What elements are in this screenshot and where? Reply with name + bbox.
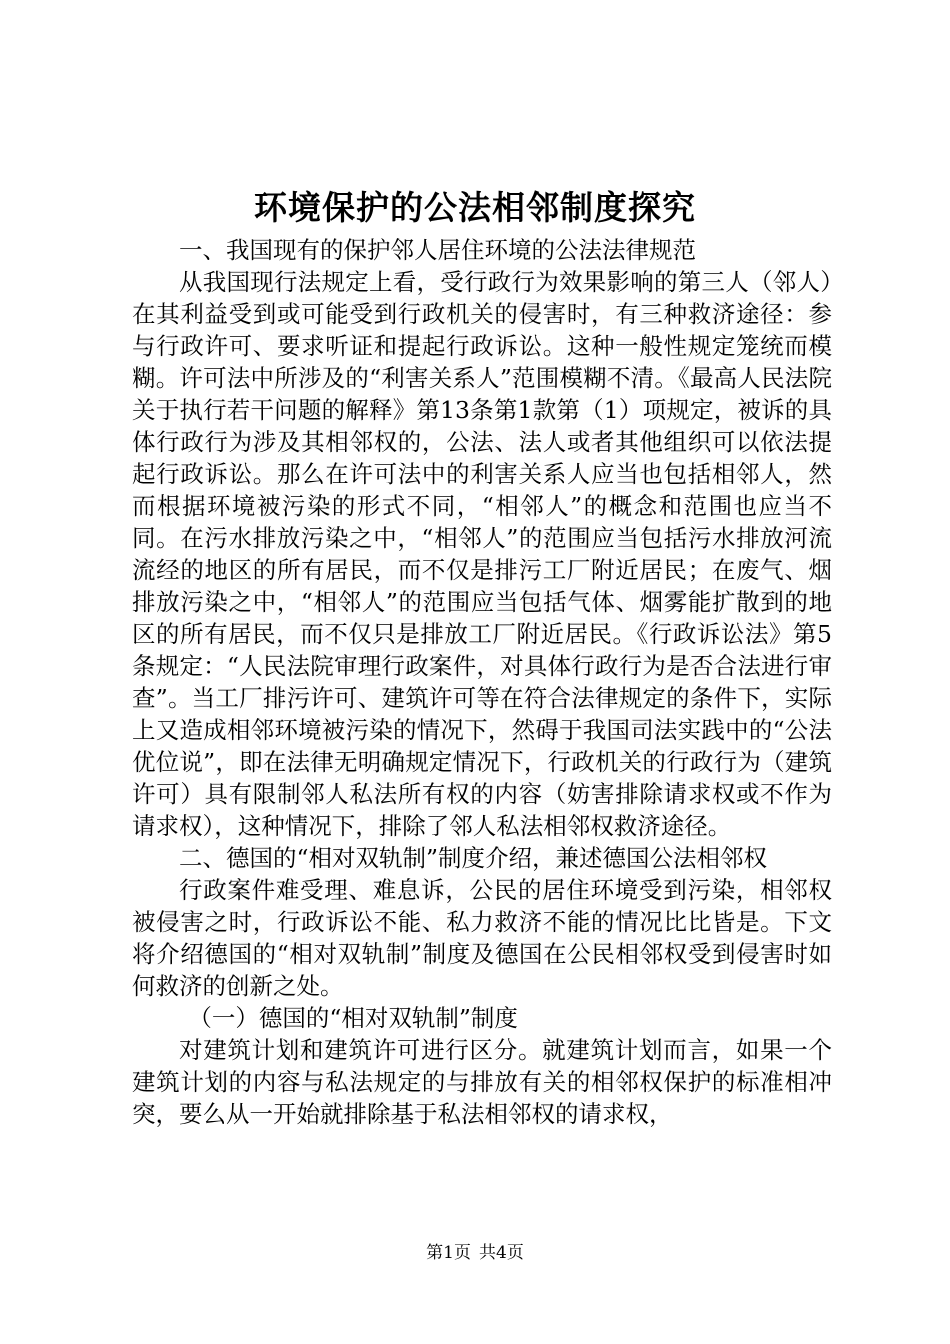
page-total: 共4页: [479, 1243, 524, 1263]
section-heading-2: 二、德国的“相对双轨制”制度介绍，兼述德国公法相邻权: [179, 844, 768, 872]
document-body: [132, 234, 832, 1130]
body-paragraph-3: 对建筑计划和建筑许可进行区分。就建筑计划而言，如果一个建筑计划的内容与私法规定的与排放有关的相邻权保护的标准相冲突，要么从一开始就排除基于私法相邻权的请求权，: [132, 1036, 832, 1128]
document-title: 环境保护的公法相邻制度探究: [254, 188, 696, 227]
page-footer: [0, 1242, 950, 1264]
subsection-heading-1: （一）德国的“相对双轨制”制度: [188, 1004, 518, 1032]
section-heading-1: 一、我国现有的保护邻人居住环境的公法法律规范: [179, 236, 696, 264]
body-paragraph-1: 从我国现行法规定上看，受行政行为效果影响的第三人（邻人）在其利益受到或可能受到行政机关的侵害时，有三种救济途径：参与行政许可、要求听证和提起行政诉讼。这种一般性规定笼统而模糊。许可法中所涉及的“利害关系人”范围模糊不清。《最高人民法院关于执行若干问题的解释》第13条第1款第（1）项规定，被诉的具体行政行为涉及其相邻权的，公法、法人或者其他组织可以依法提起行政诉讼。那么在许可法中的利害关系人应当也包括相邻人，然而根据环境被污染的形式不同，“相邻人”的概念和范围也应当不同。在污水排放污染之中，“相邻人”的范围应当包括污水排放河流流经的地区的所有居民，而不仅是排污工厂附近居民；在废气、烟排放污染之中，“相邻人”的范围应当包括气体、烟雾能扩散到的地区的所有居民，而不仅只是排放工厂附近居民。《行政诉讼法》第5条规定：“人民法院审理行政案件，对具体行政行为是否合法进行审查”。当工厂排污许可、建筑许可等在符合法律规定的条件下，实际上又造成相邻环境被污染的情况下，然碍于我国司法实践中的“公法优位说”，即在法律无明确规定情况下，行政机关的行政行为（建筑许可）具有限制邻人私法所有权的内容（妨害排除请求权或不作为请求权），这种情况下，排除了邻人私法相邻权救济途径。: [132, 268, 832, 840]
body-paragraph-2: 行政案件难受理、难息诉，公民的居住环境受到污染，相邻权被侵害之时，行政诉讼不能、私力救济不能的情况比比皆是。下文将介绍德国的“相对双轨制”制度及德国在公民相邻权受到侵害时如何救济的创新之处。: [132, 876, 832, 1000]
page-number: 第1页: [426, 1243, 471, 1263]
